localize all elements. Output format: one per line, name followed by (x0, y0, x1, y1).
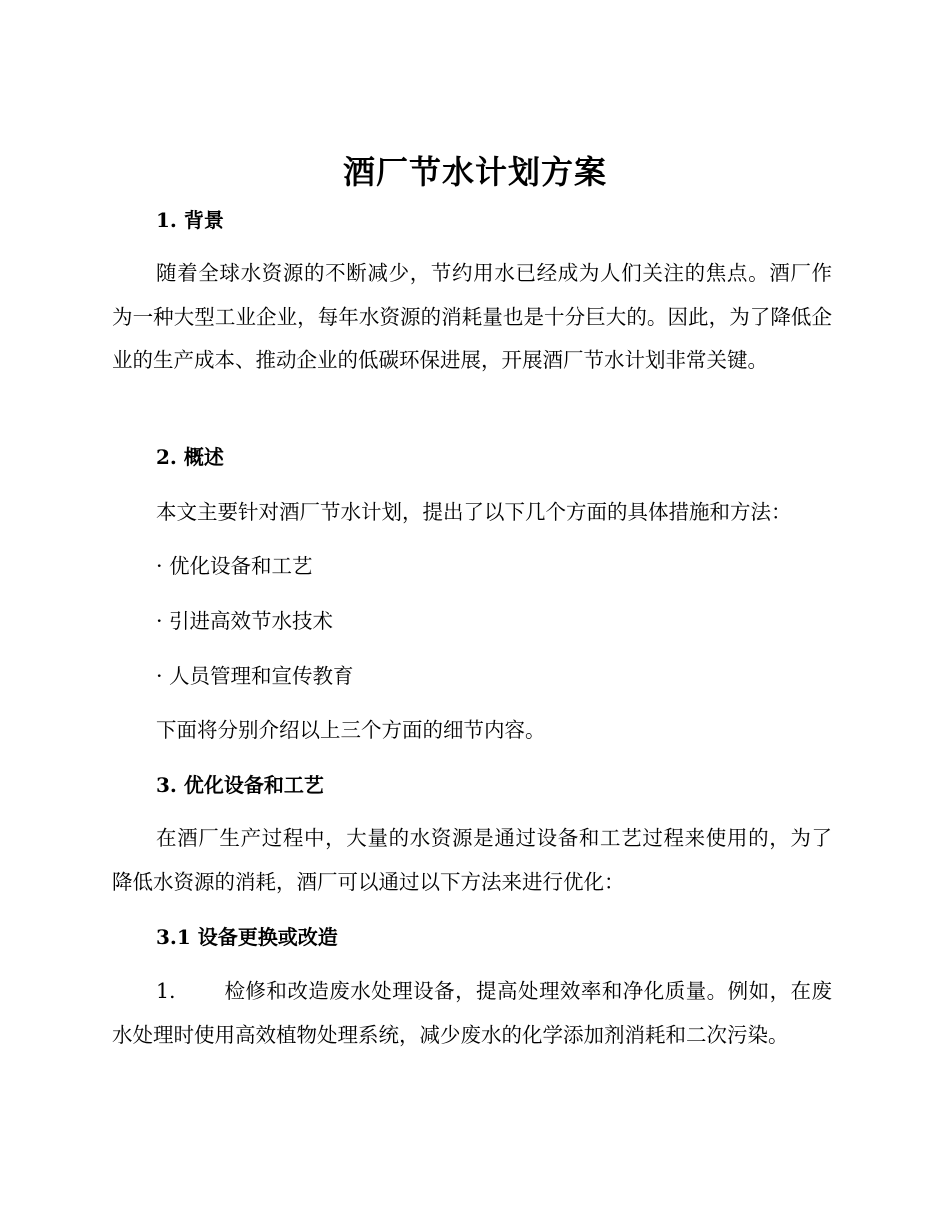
overview-outro: 下面将分别介绍以上三个方面的细节内容。 (156, 718, 546, 742)
subsection-heading-equipment: 3.1 设备更换或改造 (156, 925, 338, 949)
document-title: 酒厂节水计划方案 (342, 153, 607, 191)
section-heading-overview: 2. 概述 (156, 445, 224, 469)
list-number: 1. (156, 979, 176, 1003)
list-item-text: 检修和改造废水处理设备，提高处理效率和净化质量。例如，在废水处理时使用高效植物处理系统，减少废水的化学添加剂消耗和二次污染。 (112, 979, 832, 1047)
section-heading-background: 1. 背景 (156, 208, 224, 232)
numbered-list-item (112, 970, 832, 1057)
bullet-item: · 人员管理和宣传教育 (156, 664, 354, 688)
section-heading-optimize: 3. 优化设备和工艺 (156, 773, 324, 797)
bullet-item: · 引进高效节水技术 (156, 609, 334, 633)
bullet-item: · 优化设备和工艺 (156, 554, 313, 578)
background-paragraph: 随着全球水资源的不断减少，节约用水已经成为人们关注的焦点。酒厂作为一种大型工业企业，每年水资源的消耗量也是十分巨大的。因此，为了降低企业的生产成本、推动企业的低碳环保进展，开展酒厂节水计划非常关键。 (112, 261, 832, 372)
overview-intro: 本文主要针对酒厂节水计划，提出了以下几个方面的具体措施和方法： (156, 500, 792, 524)
optimize-paragraph: 在酒厂生产过程中，大量的水资源是通过设备和工艺过程来使用的，为了降低水资源的消耗，酒厂可以通过以下方法来进行优化： (112, 826, 832, 894)
